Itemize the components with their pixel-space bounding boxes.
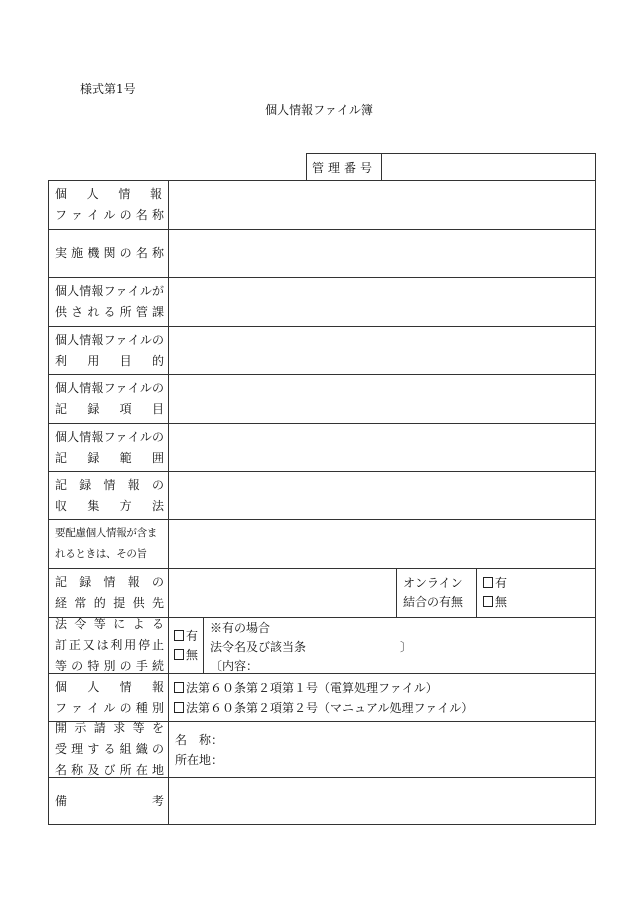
option-label: 無	[186, 647, 199, 662]
checkbox-icon[interactable]	[483, 596, 493, 607]
option-label: 無	[495, 595, 508, 609]
label-file-name	[49, 181, 169, 229]
online-yes-option[interactable]	[483, 574, 595, 593]
checkbox-icon[interactable]	[174, 649, 184, 660]
label-line: ファイルの名称	[55, 208, 164, 222]
row-file-type	[49, 673, 595, 721]
option-label: 法第６０条第２項第１号（電算処理ファイル）	[186, 680, 438, 695]
label-agency-name	[49, 230, 169, 277]
label-line: 開示請求等を	[55, 721, 164, 735]
label-sensitive	[49, 520, 169, 568]
label-line: 経常的提供先	[55, 596, 164, 610]
row-remarks	[49, 777, 595, 824]
label-procedure	[49, 618, 169, 673]
label-provision	[49, 569, 169, 617]
label-line: 個人情報ファイルの	[55, 429, 164, 444]
label-line: 等の特別の手続	[55, 659, 164, 673]
label-line: 訂正又は利用停止	[55, 638, 164, 652]
department-field[interactable]	[169, 278, 595, 326]
row-procedure	[49, 617, 595, 673]
label-line: ファイルの種別	[55, 700, 164, 715]
label-disclosure	[49, 722, 169, 777]
agency-name-field[interactable]	[169, 230, 595, 277]
procedure-cell	[169, 618, 595, 673]
bracket-close: 〕	[400, 640, 413, 654]
row-collection	[49, 471, 595, 519]
label-line: 記録範囲	[55, 450, 164, 465]
label-line: 記録情報の	[55, 477, 164, 492]
label-remarks	[49, 778, 169, 824]
procedure-options	[169, 618, 204, 673]
online-options	[477, 569, 595, 617]
online-label	[397, 569, 477, 617]
label-line: 結合の有無	[403, 595, 464, 609]
disclosure-cell	[169, 722, 595, 777]
label-line: 個人情報	[55, 679, 164, 694]
record-scope-field[interactable]	[169, 424, 595, 471]
collection-field[interactable]	[169, 472, 595, 519]
label-line: れるときは、その旨	[55, 548, 147, 560]
management-number-field[interactable]	[382, 154, 595, 180]
label-file-type	[49, 674, 169, 721]
row-purpose	[49, 326, 595, 374]
label-line: 供される所管課	[55, 305, 164, 319]
label-line: 個人情報ファイルが	[55, 284, 164, 298]
label-collection	[49, 472, 169, 519]
label-line: 個人情報	[55, 187, 164, 201]
file-type-options	[169, 674, 595, 721]
label-line: 名称及び所在地	[55, 763, 164, 777]
org-address-field[interactable]: 所在地：	[175, 752, 224, 767]
file-type-option-2[interactable]	[174, 698, 595, 718]
label-line: オンライン	[403, 576, 463, 590]
page-title: 個人情報ファイル簿	[265, 103, 373, 117]
content-line[interactable]: 〔内容：	[210, 659, 259, 673]
label-record-items	[49, 375, 169, 423]
note-line: ※有の場合	[210, 621, 271, 635]
label-department	[49, 278, 169, 326]
label-line: 記録情報の	[55, 575, 164, 589]
row-record-items	[49, 374, 595, 423]
procedure-no-option[interactable]	[174, 646, 203, 665]
provision-cell	[169, 569, 595, 617]
procedure-yes-option[interactable]	[174, 627, 203, 646]
org-name-field[interactable]: 名 称：	[175, 732, 224, 747]
label-line: 備考	[55, 793, 164, 808]
label-line: 個人情報ファイルの	[55, 381, 164, 395]
registry-form-table	[48, 180, 596, 825]
checkbox-icon[interactable]	[174, 630, 184, 641]
row-file-name	[49, 181, 595, 229]
label-line: 記録項目	[55, 402, 164, 416]
provision-field[interactable]	[169, 569, 397, 617]
online-no-option[interactable]	[483, 593, 595, 612]
sensitive-field[interactable]	[169, 520, 595, 568]
management-number-box	[306, 153, 596, 181]
checkbox-icon[interactable]	[174, 702, 184, 713]
label-line: 実施機関の名称	[55, 246, 164, 260]
purpose-field[interactable]	[169, 327, 595, 374]
label-line: 利用目的	[55, 353, 164, 368]
file-name-field[interactable]	[169, 181, 595, 229]
law-name-line	[210, 638, 589, 657]
file-type-option-1[interactable]	[174, 678, 595, 698]
checkbox-icon[interactable]	[174, 682, 184, 693]
option-label: 有	[186, 628, 199, 643]
label-purpose	[49, 327, 169, 374]
label-line: 収集方法	[55, 498, 164, 513]
row-provision	[49, 568, 595, 617]
label-line: 要配慮個人情報が含ま	[55, 527, 157, 539]
row-agency-name	[49, 229, 595, 277]
option-label: 法第６０条第２項第２号（マニュアル処理ファイル）	[186, 700, 474, 715]
note-line: 法令名及び該当条	[210, 640, 307, 654]
label-line: 法令等による	[55, 617, 164, 631]
label-line: 個人情報ファイルの	[55, 332, 164, 347]
procedure-notes	[204, 618, 595, 673]
remarks-field[interactable]	[169, 778, 595, 824]
label-record-scope	[49, 424, 169, 471]
management-number-label: 管理番号	[307, 154, 382, 180]
option-label: 有	[495, 576, 508, 590]
row-sensitive	[49, 519, 595, 568]
form-number: 様式第1号	[80, 82, 136, 96]
row-disclosure	[49, 721, 595, 777]
record-items-field[interactable]	[169, 375, 595, 423]
label-line: 受理する組織の	[55, 742, 164, 756]
row-record-scope	[49, 423, 595, 471]
checkbox-icon[interactable]	[483, 577, 493, 588]
row-department	[49, 277, 595, 326]
